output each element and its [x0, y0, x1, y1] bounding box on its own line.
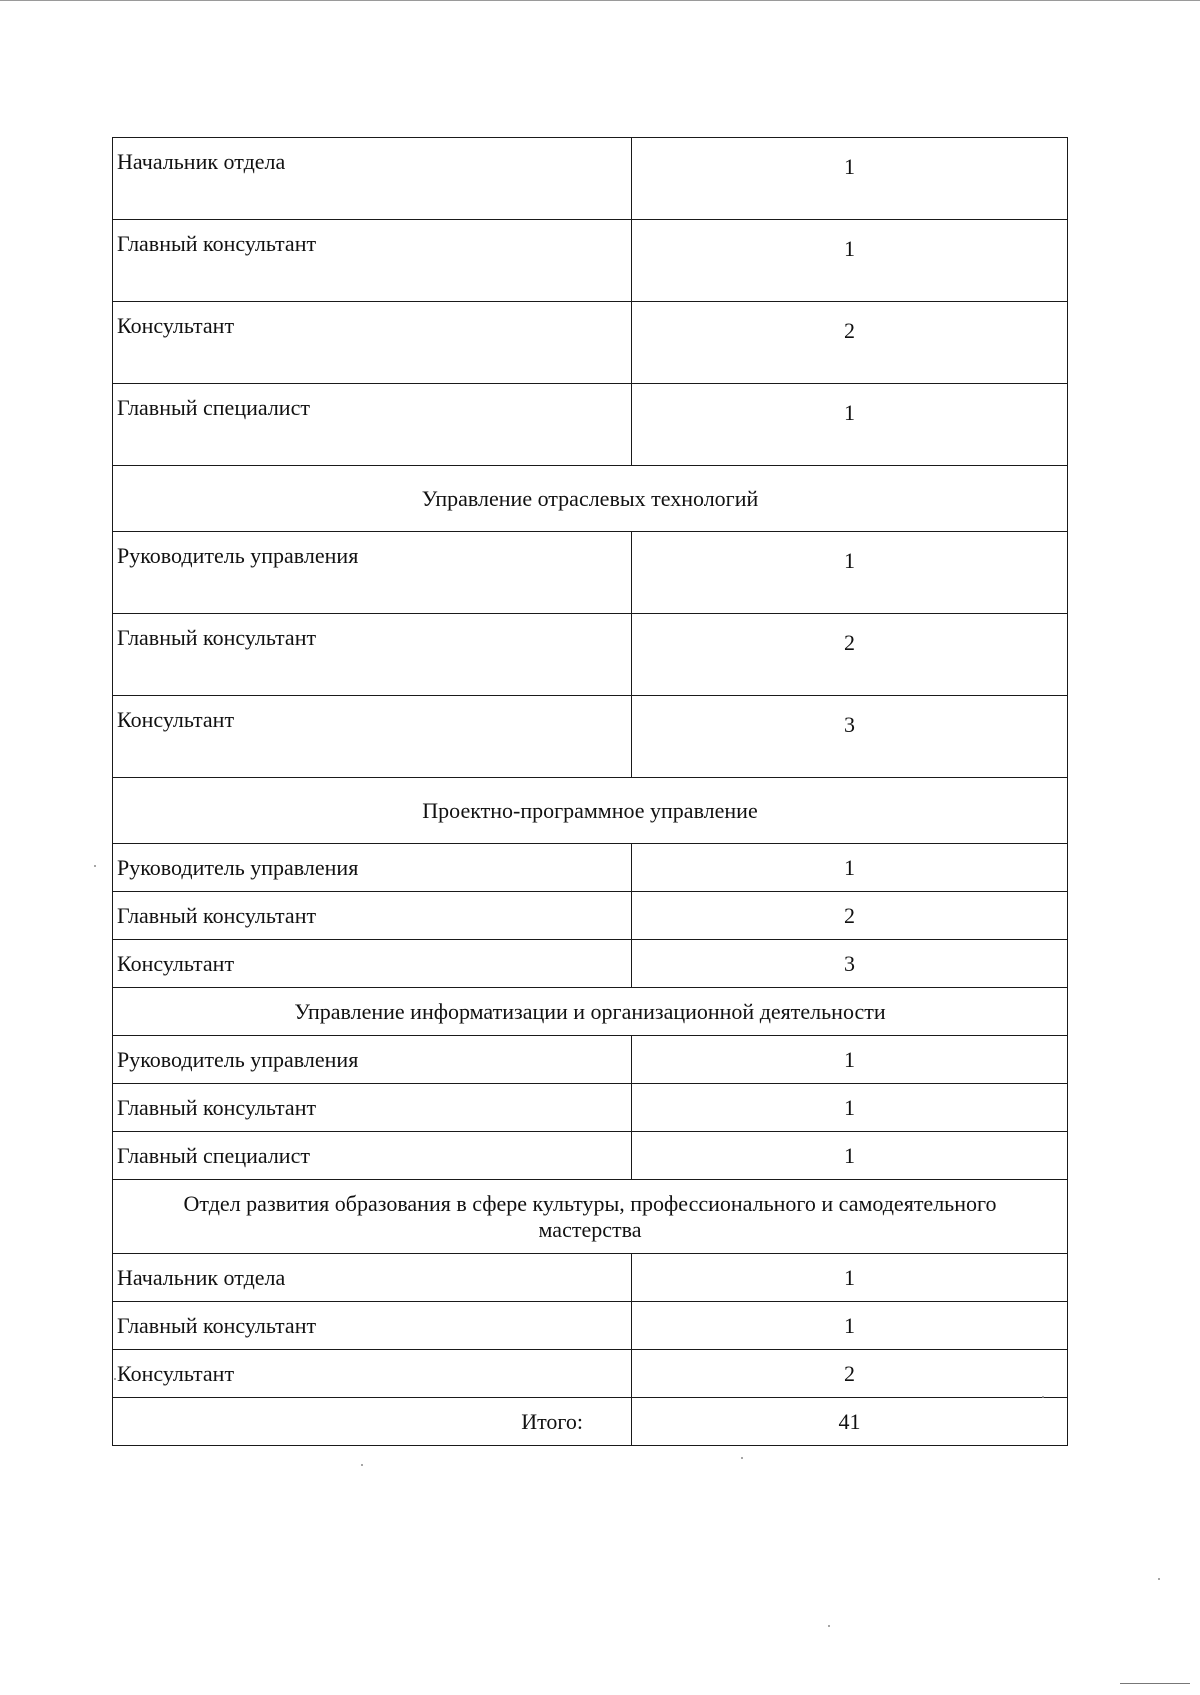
count-cell: 1 [632, 1036, 1068, 1084]
position-cell: Главный консультант [113, 1084, 632, 1132]
scan-speck [1042, 1396, 1044, 1398]
table-row [113, 614, 1068, 696]
scan-speck [828, 1625, 830, 1627]
count-cell: 1 [632, 138, 1068, 220]
page-top-edge [0, 0, 1200, 1]
table-row [113, 1302, 1068, 1350]
table-row [113, 696, 1068, 778]
position-cell: Главный специалист [113, 384, 632, 466]
department-title: Управление информатизации и организационной деятельности [113, 988, 1068, 1036]
table-row [113, 384, 1068, 466]
position-cell: Консультант [113, 302, 632, 384]
department-title: Отдел развития образования в сфере культуры, профессионального и самодеятельного мастерства [113, 1180, 1068, 1254]
scan-speck [361, 1464, 363, 1466]
scan-speck [114, 1378, 116, 1380]
department-header-row [113, 1180, 1068, 1254]
position-cell: Руководитель управления [113, 532, 632, 614]
count-cell: 2 [632, 302, 1068, 384]
position-cell: Главный консультант [113, 614, 632, 696]
department-title: Управление отраслевых технологий [113, 466, 1068, 532]
table-row [113, 1254, 1068, 1302]
table-row [113, 138, 1068, 220]
position-cell: Главный консультант [113, 1302, 632, 1350]
scan-edge-mark [1120, 1683, 1190, 1684]
table-row [113, 1350, 1068, 1398]
table-row [113, 892, 1068, 940]
position-cell: Руководитель управления [113, 844, 632, 892]
scan-speck [1158, 1578, 1160, 1580]
position-cell: Консультант [113, 940, 632, 988]
department-header-row [113, 988, 1068, 1036]
position-cell: Консультант [113, 696, 632, 778]
table-row [113, 532, 1068, 614]
count-cell: 2 [632, 614, 1068, 696]
table-row [113, 844, 1068, 892]
position-cell: Главный консультант [113, 892, 632, 940]
position-cell: Руководитель управления [113, 1036, 632, 1084]
count-cell: 1 [632, 220, 1068, 302]
total-label: Итого: [113, 1398, 632, 1446]
department-header-row [113, 778, 1068, 844]
scan-speck [741, 1457, 743, 1459]
table-row [113, 1036, 1068, 1084]
department-title: Проектно-программное управление [113, 778, 1068, 844]
total-value: 41 [632, 1398, 1068, 1446]
count-cell: 1 [632, 532, 1068, 614]
position-cell: Начальник отдела [113, 138, 632, 220]
count-cell: 1 [632, 384, 1068, 466]
count-cell: 2 [632, 892, 1068, 940]
department-header-row [113, 466, 1068, 532]
count-cell: 1 [632, 1132, 1068, 1180]
count-cell: 3 [632, 940, 1068, 988]
count-cell: 1 [632, 1254, 1068, 1302]
table-row [113, 1084, 1068, 1132]
table-row [113, 220, 1068, 302]
count-cell: 1 [632, 844, 1068, 892]
count-cell: 1 [632, 1302, 1068, 1350]
count-cell: 2 [632, 1350, 1068, 1398]
position-cell: Начальник отдела [113, 1254, 632, 1302]
staffing-table [112, 137, 1068, 1446]
position-cell: Консультант [113, 1350, 632, 1398]
table-row [113, 1132, 1068, 1180]
total-row [113, 1398, 1068, 1446]
count-cell: 1 [632, 1084, 1068, 1132]
position-cell: Главный консультант [113, 220, 632, 302]
table-row [113, 940, 1068, 988]
table-row [113, 302, 1068, 384]
scan-speck [94, 865, 96, 867]
count-cell: 3 [632, 696, 1068, 778]
position-cell: Главный специалист [113, 1132, 632, 1180]
